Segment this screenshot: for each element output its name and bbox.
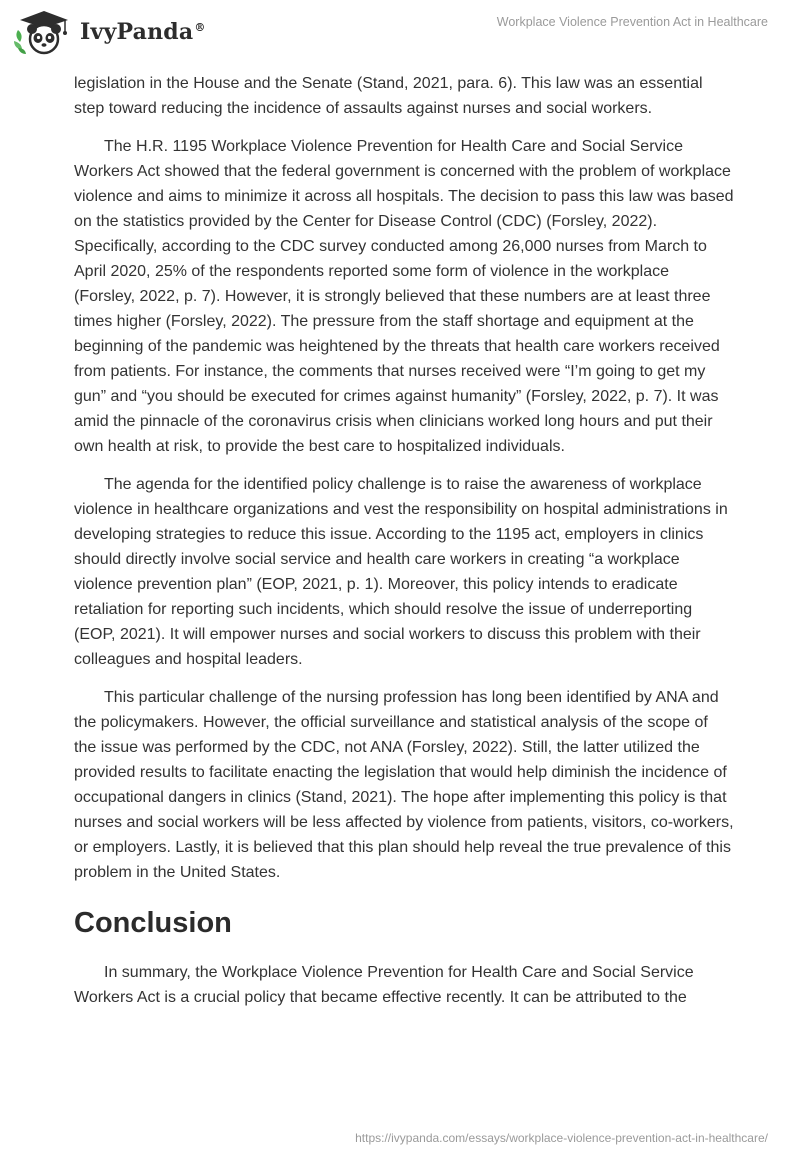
paragraph-4: This particular challenge of the nursing profession has long been identified by ANA and the policymakers. However, the official surveillance and statistical analysis of the scope of the issue was performed by the CDC, not ANA (Forsley, 2022). Still, the latter utilized the provided results to facilitate enacting the legislation that would help diminish the incidence of occupational dangers in clinics (Stand, 2021). The hope after implementing this policy is that nurses and social workers will be less affected by violence from patients, visitors, co-workers, or employers. Lastly, it is believed that this plan should help reveal the true prevalence of this problem in the United States. (74, 689, 734, 881)
panda-graduate-icon (10, 8, 74, 56)
essay-body (74, 71, 734, 1023)
brand-name: IvyPanda® (80, 19, 206, 45)
source-url[interactable]: https://ivypanda.com/essays/workplace-violence-prevention-act-in-healthcare/ (355, 1131, 768, 1145)
paragraph-2: The H.R. 1195 Workplace Violence Prevention for Health Care and Social Service Workers Act showed that the federal government is concerned with the problem of workplace violence and aims to minimize it across all hospitals. The decision to pass this law was based on the statistics provided by the Center for Disease Control (CDC) (Forsley, 2022). Specifically, according to the CDC survey conducted among 26,000 nurses from March to April 2020, 25% of the respondents reported some form of violence in the workplace (Forsley, 2022, p. 7). However, it is strongly believed that these numbers are at least three times higher (Forsley, 2022). The pressure from the staff shortage and equipment at the beginning of the pandemic was heightened by the threats that health care workers received from patients. For instance, the comments that nurses received were “I’m going to get my gun” and “you should be executed for crimes against humanity” (Forsley, 2022, p. 7). It was amid the pinnacle of the coronavirus crisis when clinicians worked long hours and put their own health at risk, to provide the best care to hospitalized individuals. (74, 138, 734, 455)
paragraph-1: legislation in the House and the Senate (Stand, 2021, para. 6). This law was an essential step toward reducing the incidence of assaults against nurses and social workers. (74, 75, 703, 117)
page-header (0, 0, 800, 68)
ivypanda-logo[interactable] (10, 8, 206, 56)
paragraph-3: The agenda for the identified policy challenge is to raise the awareness of workplace violence in healthcare organizations and vest the responsibility on hospital administrations in developing strategies to reduce this issue. According to the 1195 act, employers in clinics should directly involve social service and health care workers in creating “a workplace violence prevention plan” (EOP, 2021, p. 1). Moreover, this policy intends to eradicate retaliation for reporting such incidents, which should resolve the issue of underreporting (EOP, 2021). It will empower nurses and social workers to discuss this problem with their colleagues and hospital leaders. (74, 476, 728, 668)
document-title: Workplace Violence Prevention Act in Healthcare (496, 15, 768, 29)
conclusion-paragraph: In summary, the Workplace Violence Prevention for Health Care and Social Service Workers Act is a crucial policy that became effective recently. It can be attributed to the (74, 964, 694, 1006)
section-heading: Conclusion (74, 907, 232, 939)
